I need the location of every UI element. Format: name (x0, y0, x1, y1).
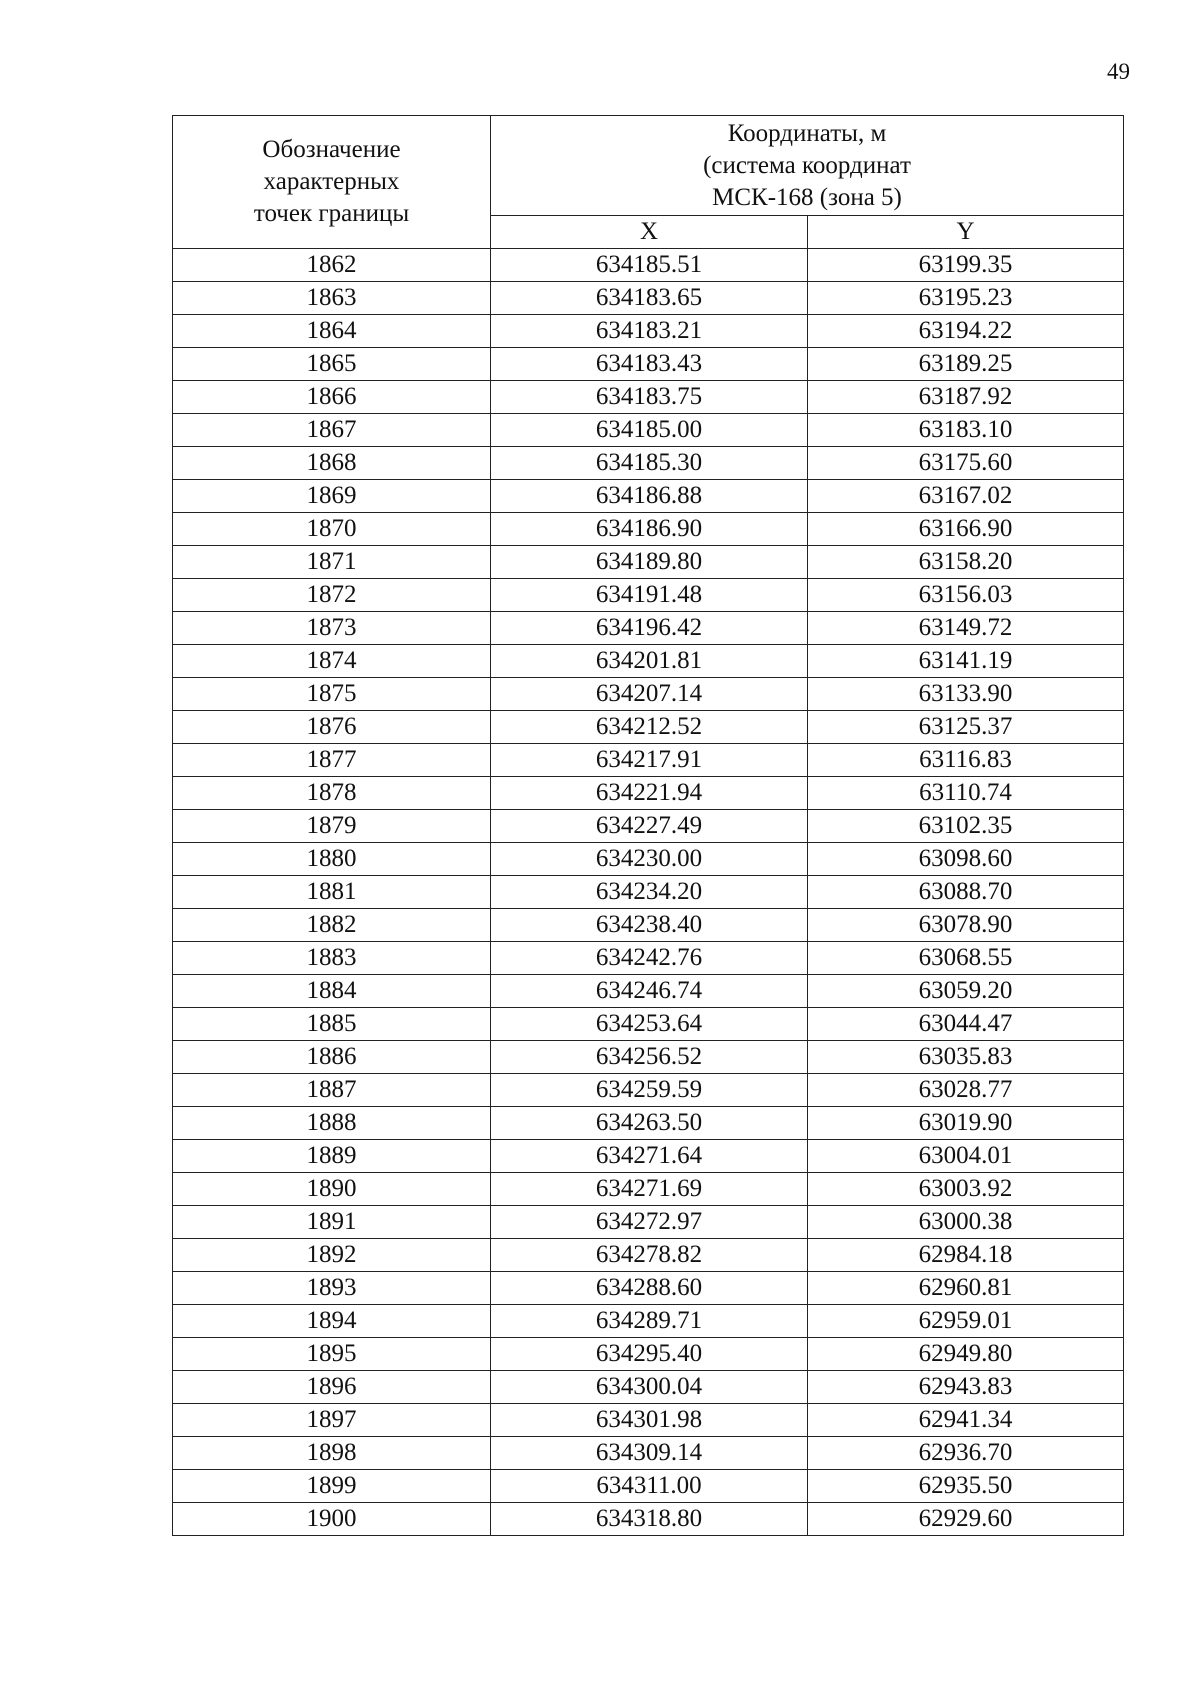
point-cell: 1875 (173, 678, 491, 711)
point-cell: 1889 (173, 1140, 491, 1173)
y-coordinate-cell: 63125.37 (808, 711, 1124, 744)
table-row (173, 942, 1124, 975)
x-coordinate-cell: 634186.90 (491, 513, 808, 546)
x-coordinate-cell: 634221.94 (491, 777, 808, 810)
x-coordinate-cell: 634301.98 (491, 1404, 808, 1437)
x-coordinate-cell: 634207.14 (491, 678, 808, 711)
y-coordinate-cell: 63195.23 (808, 282, 1124, 315)
point-cell: 1882 (173, 909, 491, 942)
y-coordinate-cell: 63102.35 (808, 810, 1124, 843)
y-coordinate-cell: 63004.01 (808, 1140, 1124, 1173)
x-coordinate-cell: 634185.00 (491, 414, 808, 447)
x-coordinate-cell: 634201.81 (491, 645, 808, 678)
coords-header-line: МСК-168 (зона 5) (712, 183, 902, 211)
x-coordinate-cell: 634183.65 (491, 282, 808, 315)
point-cell: 1893 (173, 1272, 491, 1305)
point-cell: 1865 (173, 348, 491, 381)
point-cell: 1883 (173, 942, 491, 975)
table-row (173, 1338, 1124, 1371)
x-coordinate-cell: 634227.49 (491, 810, 808, 843)
x-coordinate-cell: 634288.60 (491, 1272, 808, 1305)
y-coordinate-cell: 62959.01 (808, 1305, 1124, 1338)
coordinates-header (491, 116, 1124, 216)
y-coordinate-cell: 63035.83 (808, 1041, 1124, 1074)
point-header-line: точек границы (253, 200, 410, 227)
point-cell: 1891 (173, 1206, 491, 1239)
point-cell: 1862 (173, 249, 491, 282)
table-row (173, 1404, 1124, 1437)
y-coordinate-cell: 63167.02 (808, 480, 1124, 513)
coords-header-line: (система координат (703, 151, 911, 179)
point-cell: 1881 (173, 876, 491, 909)
y-coordinate-cell: 62941.34 (808, 1404, 1124, 1437)
coordinates-table (172, 115, 1124, 1536)
point-cell: 1885 (173, 1008, 491, 1041)
x-coordinate-cell: 634196.42 (491, 612, 808, 645)
point-cell: 1868 (173, 447, 491, 480)
table-row (173, 579, 1124, 612)
table-row (173, 1173, 1124, 1206)
y-coordinate-cell: 63088.70 (808, 876, 1124, 909)
x-coordinate-cell: 634271.64 (491, 1140, 808, 1173)
table-row (173, 909, 1124, 942)
table-row (173, 1305, 1124, 1338)
point-cell: 1894 (173, 1305, 491, 1338)
table-row (173, 711, 1124, 744)
x-coordinate-cell: 634217.91 (491, 744, 808, 777)
point-header-line: Обозначение (262, 136, 401, 163)
table-row (173, 777, 1124, 810)
x-coordinate-cell: 634311.00 (491, 1470, 808, 1503)
y-coordinate-cell: 63059.20 (808, 975, 1124, 1008)
point-cell: 1897 (173, 1404, 491, 1437)
x-coordinate-cell: 634272.97 (491, 1206, 808, 1239)
point-cell: 1886 (173, 1041, 491, 1074)
y-coordinate-cell: 63116.83 (808, 744, 1124, 777)
y-coordinate-cell: 63149.72 (808, 612, 1124, 645)
point-header-line: характерных (263, 168, 400, 195)
y-coordinate-cell: 62960.81 (808, 1272, 1124, 1305)
y-coordinate-cell: 63028.77 (808, 1074, 1124, 1107)
point-cell: 1900 (173, 1503, 491, 1536)
y-coordinate-cell: 63175.60 (808, 447, 1124, 480)
table-row (173, 876, 1124, 909)
y-coordinate-cell: 63156.03 (808, 579, 1124, 612)
y-coordinate-cell: 62936.70 (808, 1437, 1124, 1470)
point-cell: 1884 (173, 975, 491, 1008)
point-cell: 1899 (173, 1470, 491, 1503)
x-coordinate-cell: 634309.14 (491, 1437, 808, 1470)
y-coordinate-cell: 63068.55 (808, 942, 1124, 975)
point-cell: 1895 (173, 1338, 491, 1371)
table-row (173, 843, 1124, 876)
x-coordinate-cell: 634186.88 (491, 480, 808, 513)
y-coordinate-cell: 63183.10 (808, 414, 1124, 447)
table-row (173, 1074, 1124, 1107)
y-coordinate-cell: 62935.50 (808, 1470, 1124, 1503)
x-coordinate-cell: 634230.00 (491, 843, 808, 876)
y-coordinate-cell: 62943.83 (808, 1371, 1124, 1404)
point-cell: 1874 (173, 645, 491, 678)
table-row (173, 1206, 1124, 1239)
y-coordinate-cell: 63189.25 (808, 348, 1124, 381)
x-coordinate-cell: 634253.64 (491, 1008, 808, 1041)
y-coordinate-cell: 63098.60 (808, 843, 1124, 876)
point-cell: 1876 (173, 711, 491, 744)
x-column-header: X (491, 216, 808, 249)
x-coordinate-cell: 634183.75 (491, 381, 808, 414)
x-coordinate-cell: 634189.80 (491, 546, 808, 579)
point-cell: 1873 (173, 612, 491, 645)
x-coordinate-cell: 634212.52 (491, 711, 808, 744)
table-header (173, 116, 1124, 249)
x-coordinate-cell: 634234.20 (491, 876, 808, 909)
x-coordinate-cell: 634183.21 (491, 315, 808, 348)
y-coordinate-cell: 62984.18 (808, 1239, 1124, 1272)
x-coordinate-cell: 634278.82 (491, 1239, 808, 1272)
y-coordinate-cell: 63000.38 (808, 1206, 1124, 1239)
point-cell: 1871 (173, 546, 491, 579)
table-row (173, 348, 1124, 381)
table-row (173, 810, 1124, 843)
table-row (173, 1008, 1124, 1041)
y-coordinate-cell: 63133.90 (808, 678, 1124, 711)
point-cell: 1892 (173, 1239, 491, 1272)
y-coordinate-cell: 63187.92 (808, 381, 1124, 414)
table-row (173, 381, 1124, 414)
y-coordinate-cell: 63141.19 (808, 645, 1124, 678)
table-row (173, 1140, 1124, 1173)
y-coordinate-cell: 62949.80 (808, 1338, 1124, 1371)
x-coordinate-cell: 634289.71 (491, 1305, 808, 1338)
coords-header-line: Координаты, м (727, 119, 887, 147)
table-row (173, 249, 1124, 282)
x-coordinate-cell: 634256.52 (491, 1041, 808, 1074)
y-coordinate-cell: 63019.90 (808, 1107, 1124, 1140)
x-coordinate-cell: 634191.48 (491, 579, 808, 612)
point-cell: 1869 (173, 480, 491, 513)
table-body (173, 249, 1124, 1536)
y-coordinate-cell: 63158.20 (808, 546, 1124, 579)
table-row (173, 612, 1124, 645)
point-cell: 1896 (173, 1371, 491, 1404)
point-cell: 1872 (173, 579, 491, 612)
point-designation-header (173, 116, 491, 249)
table-row (173, 447, 1124, 480)
point-cell: 1867 (173, 414, 491, 447)
x-coordinate-cell: 634242.76 (491, 942, 808, 975)
y-coordinate-cell: 63044.47 (808, 1008, 1124, 1041)
x-coordinate-cell: 634238.40 (491, 909, 808, 942)
table-row (173, 1272, 1124, 1305)
point-cell: 1864 (173, 315, 491, 348)
x-coordinate-cell: 634185.30 (491, 447, 808, 480)
x-coordinate-cell: 634246.74 (491, 975, 808, 1008)
table-row (173, 1371, 1124, 1404)
x-coordinate-cell: 634185.51 (491, 249, 808, 282)
point-cell: 1898 (173, 1437, 491, 1470)
point-cell: 1887 (173, 1074, 491, 1107)
point-cell: 1877 (173, 744, 491, 777)
y-coordinate-cell: 63078.90 (808, 909, 1124, 942)
point-cell: 1863 (173, 282, 491, 315)
point-cell: 1878 (173, 777, 491, 810)
x-coordinate-cell: 634318.80 (491, 1503, 808, 1536)
point-cell: 1870 (173, 513, 491, 546)
table-row (173, 744, 1124, 777)
table-row (173, 1503, 1124, 1536)
y-coordinate-cell: 63110.74 (808, 777, 1124, 810)
x-coordinate-cell: 634259.59 (491, 1074, 808, 1107)
point-cell: 1888 (173, 1107, 491, 1140)
table-row (173, 645, 1124, 678)
x-coordinate-cell: 634263.50 (491, 1107, 808, 1140)
table-row (173, 975, 1124, 1008)
x-coordinate-cell: 634300.04 (491, 1371, 808, 1404)
point-cell: 1880 (173, 843, 491, 876)
x-coordinate-cell: 634295.40 (491, 1338, 808, 1371)
y-column-header: Y (808, 216, 1124, 249)
y-coordinate-cell: 63194.22 (808, 315, 1124, 348)
point-cell: 1866 (173, 381, 491, 414)
table-row (173, 1107, 1124, 1140)
table-row (173, 414, 1124, 447)
point-cell: 1879 (173, 810, 491, 843)
y-coordinate-cell: 63003.92 (808, 1173, 1124, 1206)
x-coordinate-cell: 634183.43 (491, 348, 808, 381)
table-row (173, 546, 1124, 579)
table-row (173, 678, 1124, 711)
table-row (173, 315, 1124, 348)
page-number: 49 (1107, 59, 1130, 84)
table-row (173, 282, 1124, 315)
table-row (173, 1041, 1124, 1074)
table-row (173, 1470, 1124, 1503)
point-cell: 1890 (173, 1173, 491, 1206)
y-coordinate-cell: 63166.90 (808, 513, 1124, 546)
y-coordinate-cell: 63199.35 (808, 249, 1124, 282)
x-coordinate-cell: 634271.69 (491, 1173, 808, 1206)
y-coordinate-cell: 62929.60 (808, 1503, 1124, 1536)
table-row (173, 480, 1124, 513)
table-row (173, 1239, 1124, 1272)
table-row (173, 513, 1124, 546)
table-row (173, 1437, 1124, 1470)
